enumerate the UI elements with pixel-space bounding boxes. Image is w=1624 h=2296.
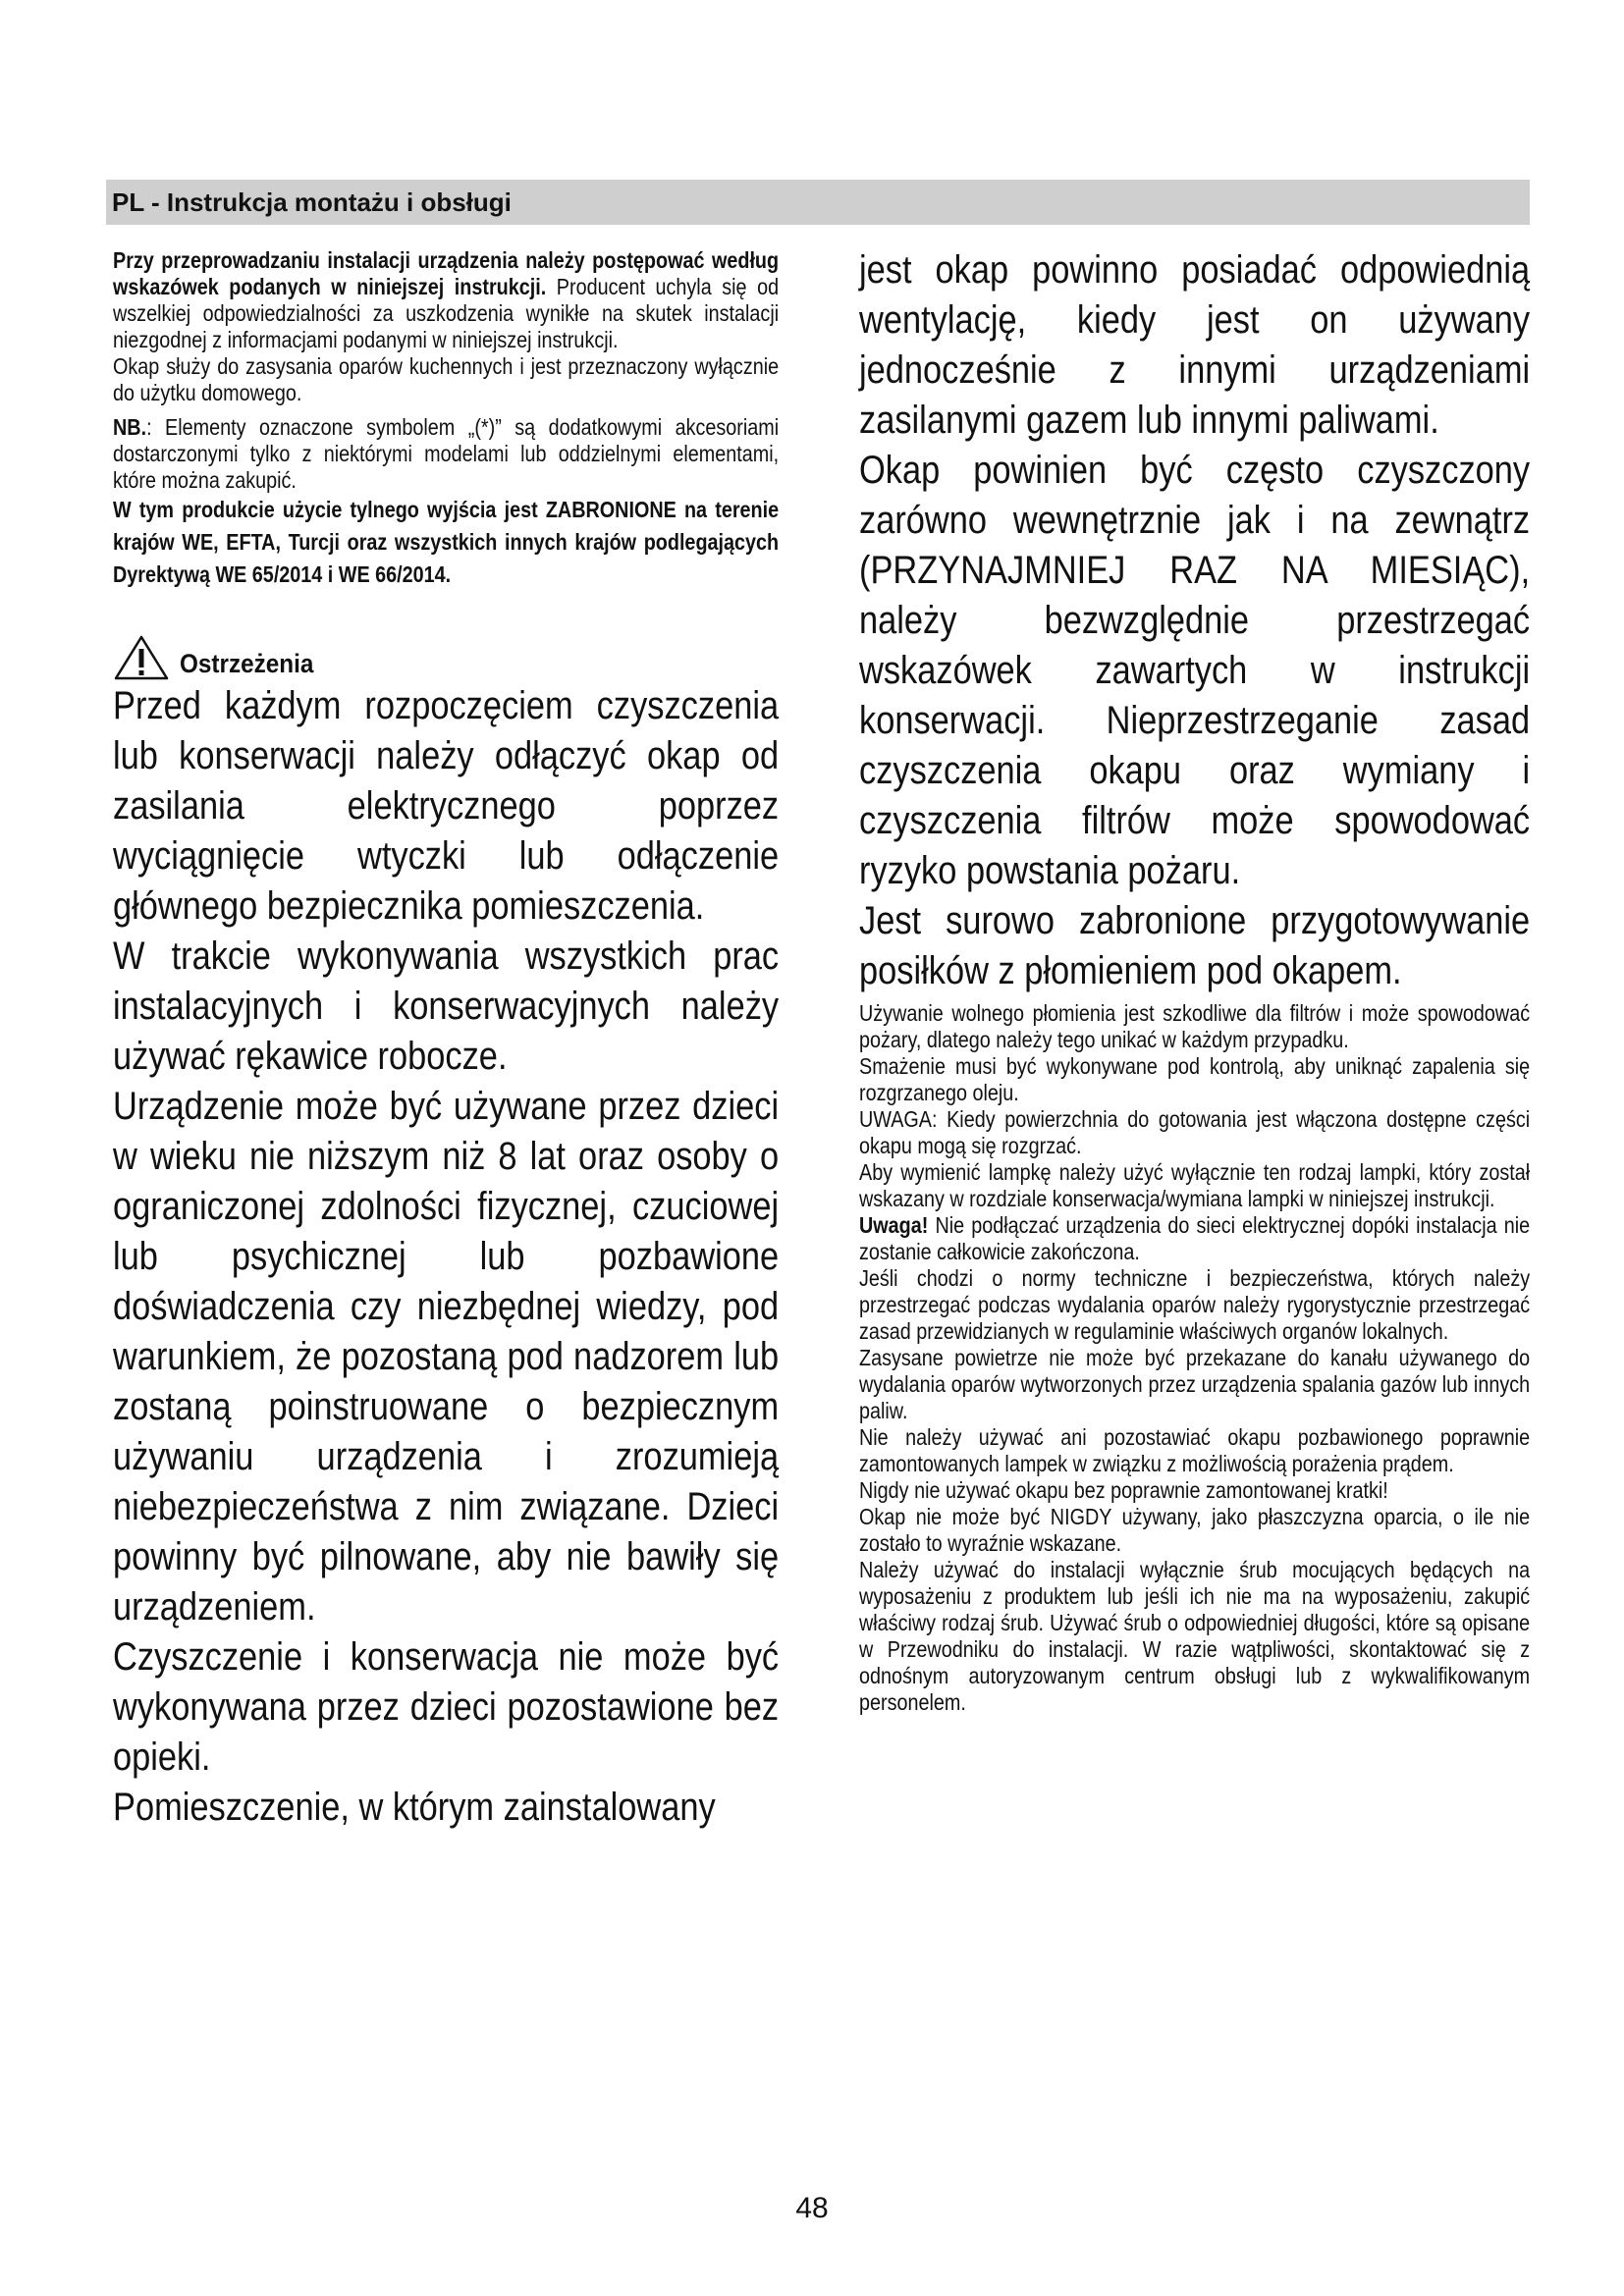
warning-paragraph: jest okap powinno posiadać odpowiednią wentylację, kiedy jest on używany jednocześnie z innymi urządzeniami zasilanymi gazem lub innymi paliwami. — [859, 248, 1531, 442]
nb-label: NB. — [113, 414, 147, 440]
small-paragraph: Aby wymienić lampkę należy użyć wyłącznie ten rodzaj lampki, który został wskazany w rozdziale konserwacja/wymiana lampki w niniejszej instrukcji. — [859, 1159, 1531, 1211]
warning-paragraph: W trakcie wykonywania wszystkich prac instalacyjnych i konserwacyjnych należy używać rękawice robocze. — [113, 934, 780, 1078]
warnings-title: Ostrzeżenia — [180, 649, 314, 678]
intro-paragraph — [113, 247, 779, 353]
warning-paragraph: Urządzenie może być używane przez dzieci w wieku nie niższym niż 8 lat oraz osoby o ograniczonej zdolności fizycznej, czuciowej lub psychicznej lub pozbawione doświadczenia czy niezbędnej wiedzy, pod warunkiem, że pozostaną pod nadzorem lub zostaną poinstruowane o bezpiecznym używaniu urządzenia i zrozumieją niebezpieczeństwa z nim związane. Dzieci powinny być pilnowane, aby nie bawiły się urządzeniem. — [113, 1085, 780, 1629]
uwaga-paragraph — [859, 1212, 1530, 1265]
purpose-paragraph: Okap służy do zasysania oparów kuchennych i jest przeznaczony wyłącznie do użytku domowego. — [113, 353, 780, 405]
small-paragraph: Nie należy używać ani pozostawiać okapu pozbawionego poprawnie zamontowanych lampek w związku z możliwością porażenia prądem. — [859, 1424, 1531, 1476]
warning-paragraph: Okap powinien być często czyszczony zarówno wewnętrznie jak i na zewnątrz (PRZYNAJMNIEJ RAZ NA MIESIĄC), należy bezwzględnie przestrzegać wskazówek zawartych w instrukcji konserwacji. Nieprzestrzeganie zasad czyszczenia okapu oraz wymiany i czyszczenia filtrów może spowodować ryzyko powstania pożaru. — [859, 449, 1531, 892]
section-title: PL - Instrukcja montażu i obsługi — [112, 187, 512, 217]
small-paragraph: UWAGA: Kiedy powierzchnia do gotowania jest włączona dostępne części okapu mogą się rozgrzać. — [859, 1106, 1531, 1158]
warning-paragraph: Jest surowo zabronione przygotowywanie posiłków z płomieniem pod okapem. — [859, 899, 1531, 992]
warning-paragraph: Przed każdym rozpoczęciem czyszczenia lub konserwacji należy odłączyć okap od zasilania elektrycznego poprzez wyciągnięcie wtyczki lub odłączenie głównego bezpiecznika pomieszczenia. — [113, 684, 780, 928]
warning-paragraph: Pomieszczenie, w którym zainstalowany — [113, 1786, 716, 1829]
nb-text-a: : Elementy oznaczone symbolem — [146, 414, 468, 440]
prohibition-paragraph: W tym produkcie użycie tylnego wyjścia jest ZABRONIONE na terenie krajów WE, EFTA, Turcji oraz wszystkich innych krajów podlegających Dyrektywą WE 65/2014 i WE 66/2014. — [113, 497, 780, 587]
small-paragraph: Używanie wolnego płomienia jest szkodliwe dla filtrów i może spowodować pożary, dlatego należy tego unikać w każdym przypadku. — [859, 1000, 1531, 1052]
page-number: 48 — [795, 2192, 829, 2224]
warning-triangle-icon — [113, 634, 170, 681]
uwaga-bold: Uwaga! — [859, 1212, 929, 1238]
small-paragraph: Okap nie może być NIGDY używany, jako płaszczyzna oparcia, o ile nie zostało to wyraźnie wskazane. — [859, 1504, 1531, 1556]
small-paragraph: Jeśli chodzi o normy techniczne i bezpieczeństwa, których należy przestrzegać podczas wydalania oparów należy rygorystycznie przestrzegać zasad przewidzianych w regulaminie właściwych organów lokalnych. — [859, 1265, 1531, 1344]
warnings-heading — [113, 630, 779, 681]
uwaga-text: Nie podłączać urządzenia do sieci elektrycznej dopóki instalacja nie zostanie całkowicie zakończona. — [859, 1212, 1531, 1264]
intro-rest: Producent uchyla się od wszelkiej odpowiedzialności za uszkodzenia wynikłe na skutek instalacji niezgodnej z informacjami podanymi w niniejszej instrukcji. — [113, 274, 780, 352]
small-paragraph: Należy używać do instalacji wyłącznie śrub mocujących będących na wyposażeniu z produktem lub jeśli ich nie ma na wyposażeniu, zakupić właściwy rodzaj śrub. Używać śrub o odpowiedniej długości, które są opisane w Przewodniku do instalacji. W razie wątpliwości, skontaktować się z odnośnym autoryzowanym centrum obsługi lub z wykwalifikowanym personelem. — [859, 1557, 1531, 1715]
small-paragraph: Smażenie musi być wykonywane pod kontrolą, aby uniknąć zapalenia się rozgrzanego oleju. — [859, 1053, 1531, 1105]
nb-paragraph — [113, 414, 779, 494]
left-column — [113, 247, 779, 1833]
warning-paragraph: Czyszczenie i konserwacja nie może być wykonywana przez dzieci pozostawione bez opieki. — [113, 1635, 780, 1779]
nb-text-b: są dodatkowymi akcesoriami dostarczonymi tylko z niektórymi modelami lub oddzielnymi elementami, które można zakupić. — [113, 414, 780, 493]
small-paragraph: Zasysane powietrze nie może być przekazane do kanału używanego do wydalania oparów wytworzonych przez urządzenia spalania gazów lub innych paliw. — [859, 1345, 1531, 1423]
right-column — [859, 245, 1530, 1716]
nb-symbol: „(*)” — [467, 414, 502, 440]
intro-bold: Przy przeprowadzaniu instalacji urządzenia należy postępować według wskazówek podanych w niniejszej instrukcji. — [113, 247, 780, 299]
section-header — [106, 180, 1530, 225]
small-paragraph: Nigdy nie używać okapu bez poprawnie zamontowanej kratki! — [859, 1477, 1388, 1503]
